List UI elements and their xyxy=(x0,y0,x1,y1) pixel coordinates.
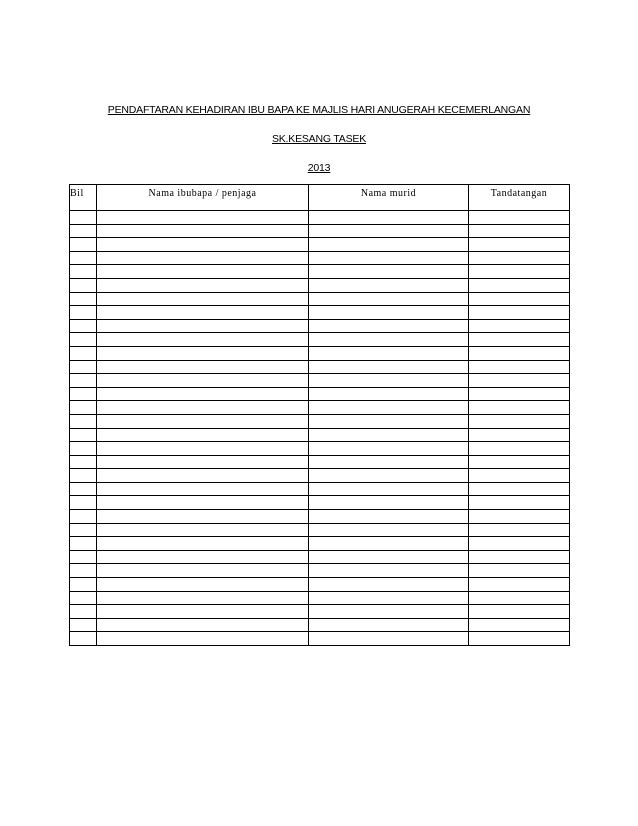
cell-parent-name xyxy=(97,265,309,279)
cell-signature xyxy=(469,455,570,469)
table-row xyxy=(70,550,570,564)
cell-student-name xyxy=(309,605,469,619)
cell-signature xyxy=(469,238,570,252)
school-name: SK.KESANG TASEK xyxy=(271,133,367,145)
table-row xyxy=(70,632,570,646)
cell-bil xyxy=(70,523,97,537)
cell-parent-name xyxy=(97,374,309,388)
cell-bil xyxy=(70,401,97,415)
table-row xyxy=(70,251,570,265)
cell-parent-name xyxy=(97,428,309,442)
table-body xyxy=(70,211,570,646)
cell-parent-name xyxy=(97,442,309,456)
cell-bil xyxy=(70,510,97,524)
cell-parent-name xyxy=(97,523,309,537)
cell-parent-name xyxy=(97,346,309,360)
cell-bil xyxy=(70,346,97,360)
cell-bil xyxy=(70,496,97,510)
cell-parent-name xyxy=(97,387,309,401)
cell-signature xyxy=(469,278,570,292)
table-row xyxy=(70,482,570,496)
table-row xyxy=(70,455,570,469)
table-row xyxy=(70,428,570,442)
cell-parent-name xyxy=(97,482,309,496)
header-student-name: Nama murid xyxy=(309,185,469,211)
table-row xyxy=(70,401,570,415)
cell-parent-name xyxy=(97,605,309,619)
cell-signature xyxy=(469,632,570,646)
cell-parent-name xyxy=(97,278,309,292)
cell-parent-name xyxy=(97,496,309,510)
cell-student-name xyxy=(309,578,469,592)
cell-student-name xyxy=(309,278,469,292)
cell-signature xyxy=(469,387,570,401)
table-row xyxy=(70,523,570,537)
cell-signature xyxy=(469,564,570,578)
cell-bil xyxy=(70,605,97,619)
table-row xyxy=(70,605,570,619)
cell-bil xyxy=(70,578,97,592)
table-row xyxy=(70,319,570,333)
cell-parent-name xyxy=(97,306,309,320)
cell-student-name xyxy=(309,251,469,265)
cell-bil xyxy=(70,550,97,564)
table-row xyxy=(70,306,570,320)
cell-parent-name xyxy=(97,618,309,632)
cell-bil xyxy=(70,292,97,306)
cell-signature xyxy=(469,251,570,265)
document-title: PENDAFTARAN KEHADIRAN IBU BAPA KE MAJLIS HARI ANUGERAH KECEMERLANGAN xyxy=(107,104,531,116)
cell-bil xyxy=(70,414,97,428)
cell-student-name xyxy=(309,306,469,320)
cell-student-name xyxy=(309,510,469,524)
cell-bil xyxy=(70,333,97,347)
cell-parent-name xyxy=(97,211,309,225)
cell-parent-name xyxy=(97,632,309,646)
cell-student-name xyxy=(309,374,469,388)
cell-signature xyxy=(469,346,570,360)
table-row xyxy=(70,564,570,578)
cell-signature xyxy=(469,265,570,279)
table-row xyxy=(70,224,570,238)
document-year: 2013 xyxy=(307,162,331,174)
cell-student-name xyxy=(309,455,469,469)
cell-bil xyxy=(70,387,97,401)
attendance-table xyxy=(69,184,570,646)
cell-bil xyxy=(70,265,97,279)
cell-bil xyxy=(70,238,97,252)
cell-student-name xyxy=(309,292,469,306)
table-row xyxy=(70,265,570,279)
cell-bil xyxy=(70,537,97,551)
cell-parent-name xyxy=(97,550,309,564)
cell-bil xyxy=(70,374,97,388)
cell-bil xyxy=(70,455,97,469)
cell-signature xyxy=(469,496,570,510)
cell-student-name xyxy=(309,401,469,415)
header-parent-name: Nama ibubapa / penjaga xyxy=(97,185,309,211)
cell-signature xyxy=(469,333,570,347)
cell-signature xyxy=(469,428,570,442)
table-row xyxy=(70,442,570,456)
cell-student-name xyxy=(309,618,469,632)
table-row xyxy=(70,292,570,306)
cell-student-name xyxy=(309,346,469,360)
table-row xyxy=(70,346,570,360)
cell-signature xyxy=(469,605,570,619)
cell-signature xyxy=(469,306,570,320)
cell-student-name xyxy=(309,387,469,401)
cell-parent-name xyxy=(97,224,309,238)
cell-bil xyxy=(70,632,97,646)
cell-signature xyxy=(469,537,570,551)
cell-student-name xyxy=(309,550,469,564)
cell-bil xyxy=(70,224,97,238)
cell-bil xyxy=(70,319,97,333)
cell-signature xyxy=(469,618,570,632)
cell-bil xyxy=(70,428,97,442)
cell-parent-name xyxy=(97,564,309,578)
cell-student-name xyxy=(309,333,469,347)
cell-bil xyxy=(70,442,97,456)
cell-student-name xyxy=(309,564,469,578)
cell-parent-name xyxy=(97,401,309,415)
cell-parent-name xyxy=(97,251,309,265)
cell-parent-name xyxy=(97,591,309,605)
cell-student-name xyxy=(309,238,469,252)
cell-signature xyxy=(469,374,570,388)
cell-bil xyxy=(70,251,97,265)
cell-bil xyxy=(70,469,97,483)
table-row xyxy=(70,510,570,524)
table-row xyxy=(70,387,570,401)
cell-parent-name xyxy=(97,578,309,592)
cell-bil xyxy=(70,278,97,292)
cell-student-name xyxy=(309,469,469,483)
cell-signature xyxy=(469,591,570,605)
cell-bil xyxy=(70,618,97,632)
header-bil: Bil xyxy=(70,185,97,211)
table-row xyxy=(70,537,570,551)
table-row xyxy=(70,374,570,388)
table-row xyxy=(70,211,570,225)
cell-parent-name xyxy=(97,238,309,252)
cell-student-name xyxy=(309,265,469,279)
cell-signature xyxy=(469,550,570,564)
table-row xyxy=(70,278,570,292)
cell-student-name xyxy=(309,360,469,374)
table-row xyxy=(70,578,570,592)
table-row xyxy=(70,591,570,605)
table-row xyxy=(70,496,570,510)
header-signature: Tandatangan xyxy=(469,185,570,211)
cell-parent-name xyxy=(97,292,309,306)
cell-signature xyxy=(469,523,570,537)
cell-parent-name xyxy=(97,333,309,347)
cell-signature xyxy=(469,414,570,428)
cell-signature xyxy=(469,319,570,333)
table-header-row xyxy=(70,185,570,211)
cell-parent-name xyxy=(97,319,309,333)
cell-student-name xyxy=(309,211,469,225)
cell-signature xyxy=(469,211,570,225)
cell-student-name xyxy=(309,523,469,537)
cell-student-name xyxy=(309,632,469,646)
cell-bil xyxy=(70,591,97,605)
table-row xyxy=(70,618,570,632)
cell-student-name xyxy=(309,537,469,551)
cell-bil xyxy=(70,211,97,225)
cell-parent-name xyxy=(97,414,309,428)
cell-signature xyxy=(469,224,570,238)
cell-signature xyxy=(469,292,570,306)
cell-signature xyxy=(469,510,570,524)
cell-student-name xyxy=(309,428,469,442)
cell-signature xyxy=(469,360,570,374)
cell-parent-name xyxy=(97,455,309,469)
cell-bil xyxy=(70,564,97,578)
cell-signature xyxy=(469,482,570,496)
table-row xyxy=(70,238,570,252)
cell-student-name xyxy=(309,319,469,333)
table-row xyxy=(70,414,570,428)
table-row xyxy=(70,333,570,347)
cell-student-name xyxy=(309,496,469,510)
table-row xyxy=(70,360,570,374)
cell-signature xyxy=(469,401,570,415)
cell-parent-name xyxy=(97,360,309,374)
cell-bil xyxy=(70,306,97,320)
cell-student-name xyxy=(309,414,469,428)
cell-student-name xyxy=(309,482,469,496)
cell-parent-name xyxy=(97,469,309,483)
table-row xyxy=(70,469,570,483)
cell-student-name xyxy=(309,591,469,605)
cell-signature xyxy=(469,578,570,592)
cell-signature xyxy=(469,442,570,456)
cell-parent-name xyxy=(97,537,309,551)
cell-parent-name xyxy=(97,510,309,524)
cell-signature xyxy=(469,469,570,483)
cell-bil xyxy=(70,360,97,374)
cell-student-name xyxy=(309,442,469,456)
cell-bil xyxy=(70,482,97,496)
cell-student-name xyxy=(309,224,469,238)
